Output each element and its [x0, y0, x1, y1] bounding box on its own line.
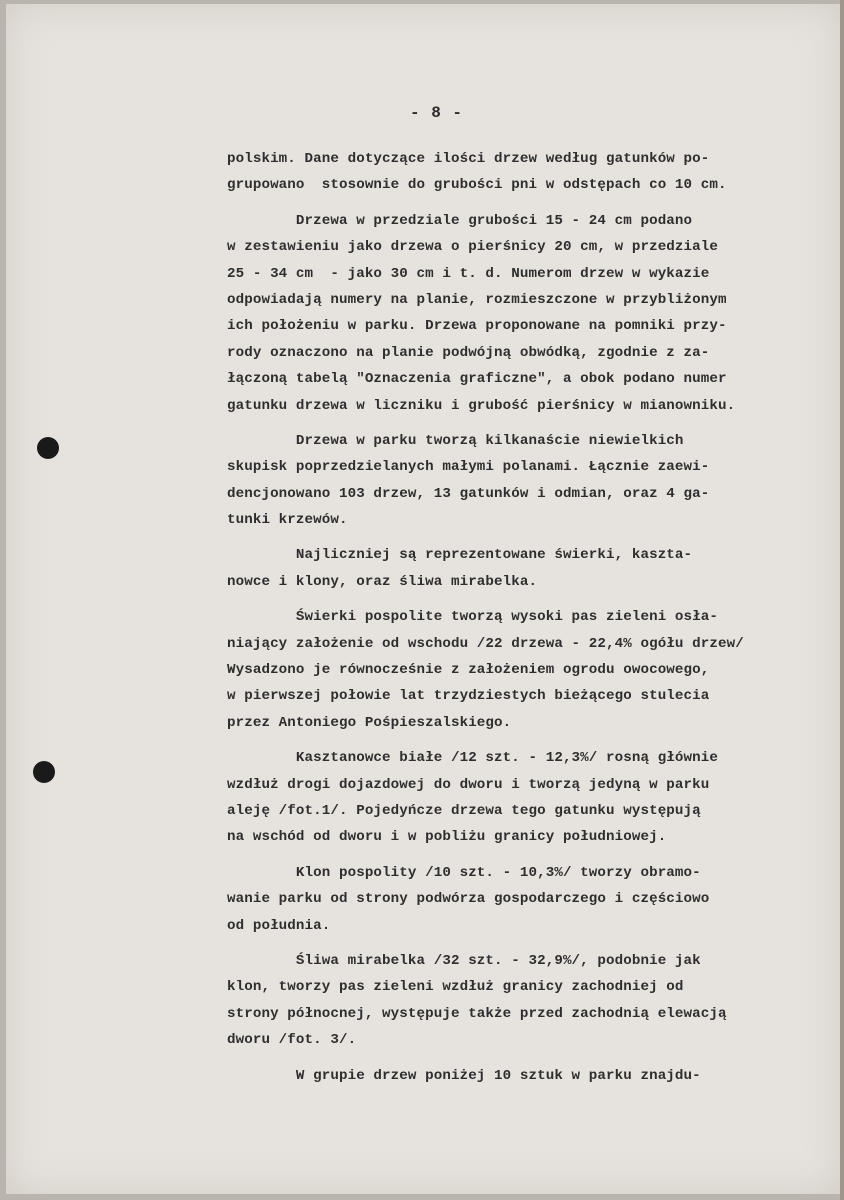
text-line: ich położeniu w parku. Drzewa proponowane na pomniki przy- — [227, 318, 727, 335]
paragraph-gap — [227, 533, 837, 542]
paragraph-gap — [227, 736, 837, 745]
text-line: przez Antoniego Pośpieszalskiego. — [227, 714, 512, 731]
text-line: aleję /fot.1/. Pojedyńcze drzewa tego gatunku występują — [227, 802, 701, 819]
punch-hole — [33, 761, 55, 783]
paragraph-gap — [227, 851, 837, 860]
text-line: dencjonowano 103 drzew, 13 gatunków i odmian, oraz 4 ga- — [227, 485, 710, 502]
text-line: Świerki pospolite tworzą wysoki pas zieleni osła- — [227, 609, 718, 626]
text-line: łączoną tabelą "Oznaczenia graficzne", a obok podano numer — [227, 371, 727, 388]
text-line: Drzewa w przedziale grubości 15 - 24 cm podano — [227, 212, 693, 229]
text-line: 25 - 34 cm - jako 30 cm i t. d. Numerom drzew w wykazie — [227, 265, 710, 282]
text-line: na wschód od dworu i w pobliżu granicy południowej. — [227, 829, 667, 846]
text-line: skupisk poprzedzielanych małymi polanami. Łącznie zaewi- — [227, 459, 710, 476]
text-line: rody oznaczono na planie podwójną obwódką, zgodnie z za- — [227, 344, 710, 361]
page-number: - 8 - — [410, 104, 464, 122]
text-line: dworu /fot. 3/. — [227, 1032, 357, 1049]
text-line: w zestawieniu jako drzewa o pierśnicy 20 cm, w przedziale — [227, 239, 718, 256]
text-line: grupowano stosownie do grubości pni w odstępach co 10 cm. — [227, 177, 727, 194]
text-line: w pierwszej połowie lat trzydziestych bieżącego stulecia — [227, 688, 710, 705]
text-line: Klon pospolity /10 szt. - 10,3%/ tworzy obramo- — [227, 864, 701, 881]
paragraph-gap — [227, 199, 837, 208]
text-line: klon, tworzy pas zieleni wzdłuż granicy zachodniej od — [227, 979, 684, 996]
text-line: niający założenie od wschodu /22 drzewa - 22,4% ogółu drzew/ — [227, 635, 744, 652]
text-line: wanie parku od strony podwórza gospodarczego i częściowo — [227, 891, 710, 908]
text-line: nowce i klony, oraz śliwa mirabelka. — [227, 573, 538, 590]
text-line: od południa. — [227, 917, 331, 934]
text-line: W grupie drzew poniżej 10 sztuk w parku znajdu- — [227, 1067, 701, 1084]
text-line: tunki krzewów. — [227, 512, 348, 529]
text-line: Kasztanowce białe /12 szt. - 12,3%/ rosną głównie — [227, 750, 718, 767]
text-line: Śliwa mirabelka /32 szt. - 32,9%/, podobnie jak — [227, 952, 701, 969]
text-line: polskim. Dane dotyczące ilości drzew według gatunków po- — [227, 151, 710, 167]
paragraph-gap — [227, 595, 837, 604]
text-line: Drzewa w parku tworzą kilkanaście niewielkich — [227, 432, 684, 449]
text-line: Najliczniej są reprezentowane świerki, kaszta- — [227, 547, 693, 564]
text-line: odpowiadają numery na planie, rozmieszczone w przybliżonym — [227, 291, 727, 308]
text-line: Wysadzono je równocześnie z założeniem ogrodu owocowego, — [227, 662, 710, 679]
paragraph-gap — [227, 1054, 837, 1063]
page-edge — [840, 0, 844, 1200]
text-line: strony północnej, występuje także przed zachodnią elewacją — [227, 1005, 727, 1022]
paragraph-gap — [227, 419, 837, 428]
typed-body-text — [227, 146, 837, 1089]
punch-hole — [37, 437, 59, 459]
paragraph-gap — [227, 939, 837, 948]
text-line: wzdłuż drogi dojazdowej do dworu i tworzą jedyną w parku — [227, 776, 710, 793]
text-line: gatunku drzewa w liczniku i grubość pierśnicy w mianowniku. — [227, 397, 736, 414]
